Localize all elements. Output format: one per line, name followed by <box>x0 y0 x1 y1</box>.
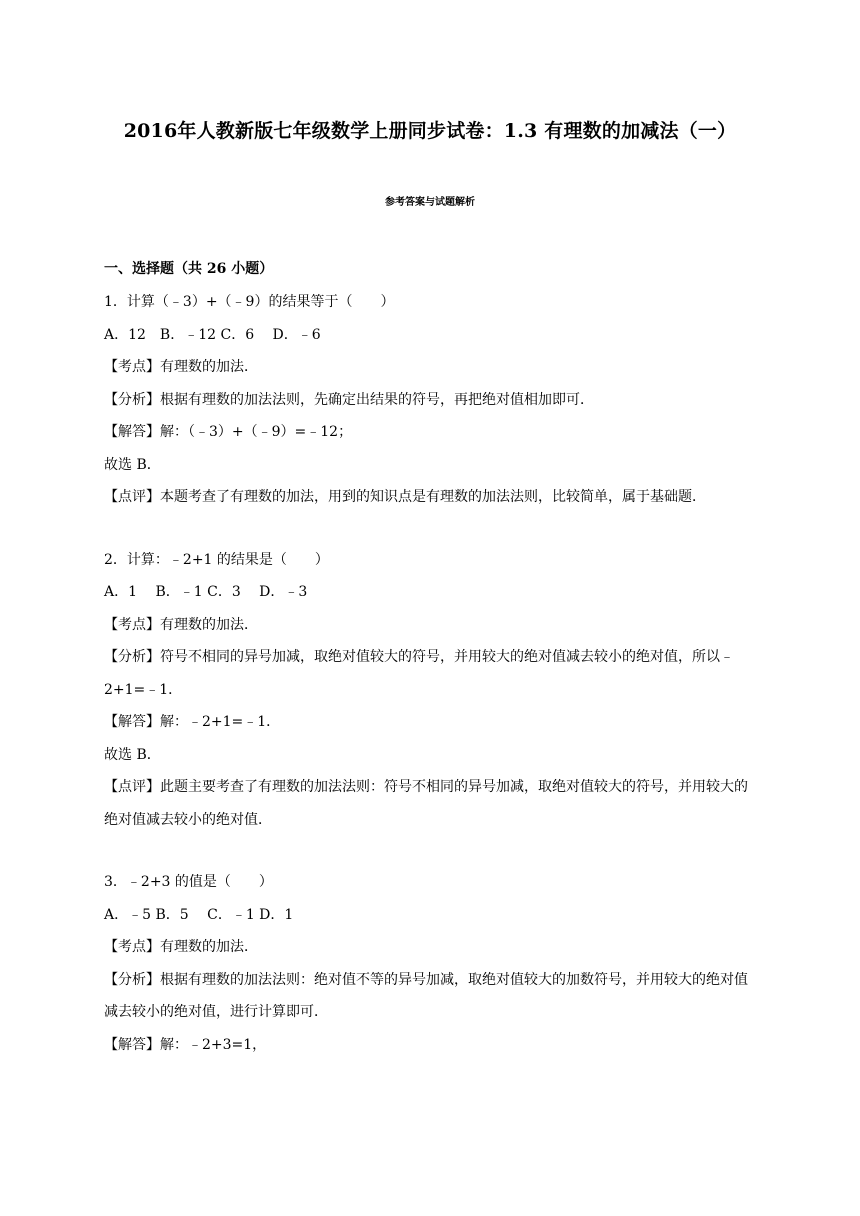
analysis: 【分析】符号不相同的异号加减，取绝对值较大的符号，并用较大的绝对值减去较小的绝对值，所以﹣2+1=﹣1． <box>104 649 734 698</box>
question-3 <box>104 866 756 1061</box>
document-title: 2016年人教新版七年级数学上册同步试卷：1.3 有理数的加减法（一） <box>123 120 737 142</box>
question-2 <box>104 544 756 837</box>
analysis: 【分析】根据有理数的加法法则：绝对值不等的异号加减，取绝对值较大的加数符号，并用较大的绝对值减去较小的绝对值，进行计算即可． <box>104 971 748 1020</box>
answer-choice: 故选 B． <box>104 746 161 763</box>
knowledge-point: 【考点】有理数的加法． <box>104 359 258 375</box>
section-heading: 一、选择题（共 26 小题） <box>104 261 274 277</box>
analysis: 【分析】根据有理数的加法法则，先确定出结果的符号，再把绝对值相加即可． <box>104 391 594 408</box>
comment: 【点评】本题考查了有理数的加法，用到的知识点是有理数的加法法则，比较简单，属于基础题． <box>104 489 706 505</box>
question-options: A．﹣5 B．5 C．﹣1 D．1 <box>104 906 294 923</box>
question-stem: 3．﹣2+3 的值是（ ） <box>104 874 273 890</box>
document-subtitle: 参考答案与试题解析 <box>385 197 475 208</box>
solution: 【解答】解：﹣2+1=﹣1． <box>104 714 281 730</box>
question-stem: 1．计算（﹣3）+（﹣9）的结果等于（ ） <box>104 294 395 310</box>
solution: 【解答】解：（﹣3）+（﹣9）=﹣12； <box>104 424 353 440</box>
question-stem: 2．计算：﹣2+1 的结果是（ ） <box>104 551 329 568</box>
question-options: A．1 B．﹣1 C．3 D．﹣3 <box>104 584 308 600</box>
solution: 【解答】解：﹣2+3=1， <box>104 1036 267 1053</box>
question-1 <box>104 286 756 514</box>
question-list <box>104 286 756 1091</box>
knowledge-point: 【考点】有理数的加法． <box>104 616 258 633</box>
answer-choice: 故选 B． <box>104 456 161 473</box>
question-options: A．12 B．﹣12 C．6 D．﹣6 <box>104 326 321 343</box>
knowledge-point: 【考点】有理数的加法． <box>104 939 258 955</box>
comment: 【点评】此题主要考查了有理数的加法法则：符号不相同的异号加减，取绝对值较大的符号，并用较大的绝对值减去较小的绝对值． <box>104 779 748 828</box>
